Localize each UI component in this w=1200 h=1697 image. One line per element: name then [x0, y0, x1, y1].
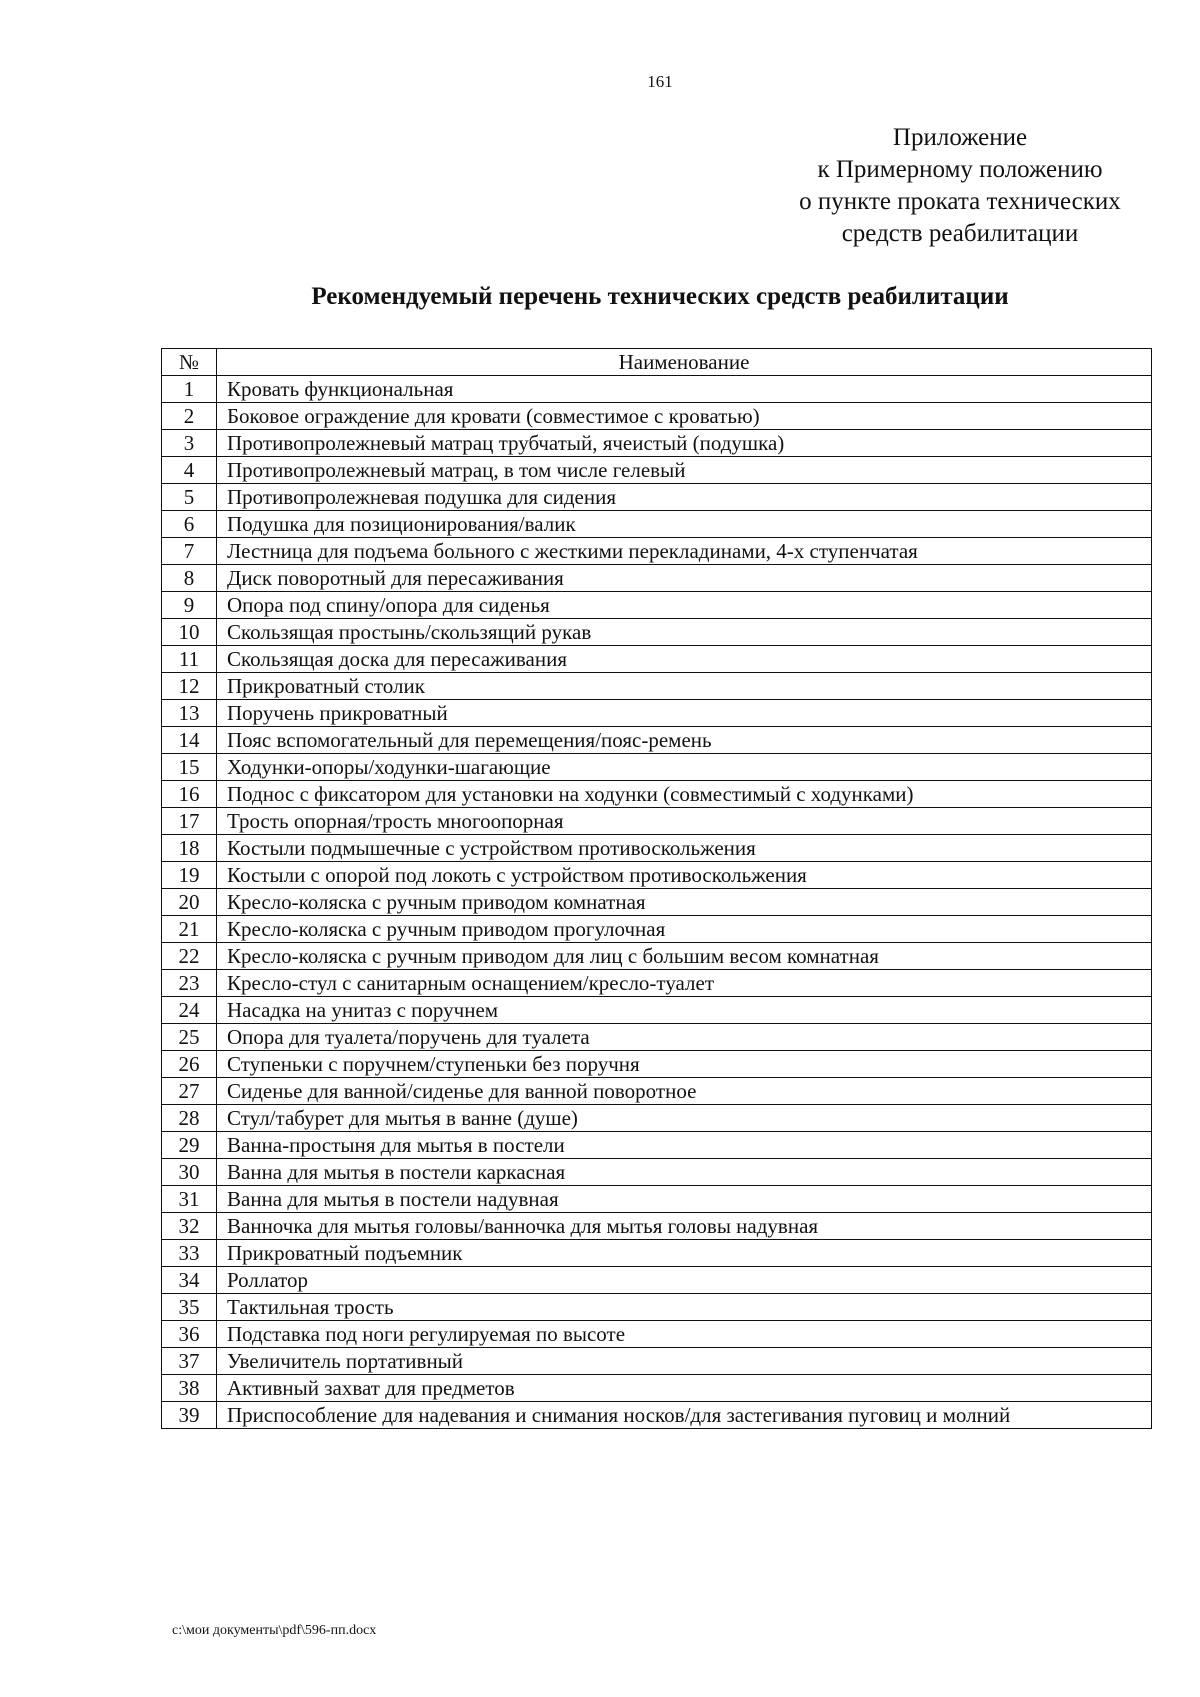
row-name: Кресло-стул с санитарным оснащением/кресло-туалет [217, 970, 1152, 997]
row-number: 15 [162, 754, 217, 781]
row-number: 31 [162, 1186, 217, 1213]
table-row [162, 1051, 1152, 1078]
row-name: Поднос с фиксатором для установки на ходунки (совместимый с ходунками) [217, 781, 1152, 808]
row-number: 34 [162, 1267, 217, 1294]
table-row [162, 997, 1152, 1024]
row-name: Роллатор [217, 1267, 1152, 1294]
table-row [162, 970, 1152, 997]
row-number: 25 [162, 1024, 217, 1051]
row-number: 18 [162, 835, 217, 862]
row-name: Скользящая простынь/скользящий рукав [217, 619, 1152, 646]
table-row [162, 430, 1152, 457]
row-name: Ванна для мытья в постели надувная [217, 1186, 1152, 1213]
row-number: 37 [162, 1348, 217, 1375]
row-name: Подставка под ноги регулируемая по высоте [217, 1321, 1152, 1348]
row-number: 5 [162, 484, 217, 511]
row-number: 2 [162, 403, 217, 430]
document-title: Рекомендуемый перечень технических средств реабилитации [311, 283, 1009, 310]
row-number: 11 [162, 646, 217, 673]
table-row [162, 943, 1152, 970]
row-number: 4 [162, 457, 217, 484]
row-number: 27 [162, 1078, 217, 1105]
row-name: Прикроватный подъемник [217, 1240, 1152, 1267]
table-row [162, 1294, 1152, 1321]
row-name: Ходунки-опоры/ходунки-шагающие [217, 754, 1152, 781]
row-number: 14 [162, 727, 217, 754]
row-number: 38 [162, 1375, 217, 1402]
row-number: 7 [162, 538, 217, 565]
table-row [162, 754, 1152, 781]
items-table [161, 348, 1152, 1429]
table-row [162, 1240, 1152, 1267]
table-row [162, 700, 1152, 727]
row-name: Кресло-коляска с ручным приводом комнатная [217, 889, 1152, 916]
row-number: 39 [162, 1402, 217, 1429]
table-row [162, 1132, 1152, 1159]
table-row [162, 511, 1152, 538]
row-number: 3 [162, 430, 217, 457]
appendix-line: о пункте проката технических [799, 188, 1121, 215]
row-name: Костыли подмышечные с устройством противоскольжения [217, 835, 1152, 862]
row-name: Опора под спину/опора для сиденья [217, 592, 1152, 619]
table-row [162, 1402, 1152, 1429]
row-name: Ванночка для мытья головы/ванночка для мытья головы надувная [217, 1213, 1152, 1240]
appendix-line: средств реабилитации [841, 220, 1079, 247]
row-number: 12 [162, 673, 217, 700]
table-row [162, 727, 1152, 754]
appendix-line: Приложение [892, 124, 1028, 151]
table-row [162, 808, 1152, 835]
row-number: 33 [162, 1240, 217, 1267]
row-name: Сиденье для ванной/сиденье для ванной поворотное [217, 1078, 1152, 1105]
row-number: 10 [162, 619, 217, 646]
table-row [162, 619, 1152, 646]
table-row [162, 1267, 1152, 1294]
table-header-row [162, 349, 1152, 376]
file-path-footer: c:\мои документы\pdf\596-пп.docx [172, 1623, 377, 1638]
row-name: Трость опорная/трость многоопорная [217, 808, 1152, 835]
row-number: 6 [162, 511, 217, 538]
table-row [162, 781, 1152, 808]
row-name: Кресло-коляска с ручным приводом прогулочная [217, 916, 1152, 943]
row-number: 13 [162, 700, 217, 727]
table-row [162, 538, 1152, 565]
row-name: Диск поворотный для пересаживания [217, 565, 1152, 592]
row-name: Костыли с опорой под локоть с устройством противоскольжения [217, 862, 1152, 889]
table-row [162, 1024, 1152, 1051]
row-number: 8 [162, 565, 217, 592]
table-row [162, 565, 1152, 592]
row-number: 9 [162, 592, 217, 619]
row-name: Активный захват для предметов [217, 1375, 1152, 1402]
table-row [162, 484, 1152, 511]
row-name: Подушка для позиционирования/валик [217, 511, 1152, 538]
row-number: 26 [162, 1051, 217, 1078]
row-number: 20 [162, 889, 217, 916]
row-number: 17 [162, 808, 217, 835]
table-row [162, 1159, 1152, 1186]
row-number: 35 [162, 1294, 217, 1321]
row-name: Приспособление для надевания и снимания носков/для застегивания пуговиц и молний [217, 1402, 1152, 1429]
table-row [162, 916, 1152, 943]
row-name: Поручень прикроватный [217, 700, 1152, 727]
row-name: Пояс вспомогательный для перемещения/пояс-ремень [217, 727, 1152, 754]
row-name: Лестница для подъема больного с жесткими перекладинами, 4-х ступенчатая [217, 538, 1152, 565]
row-number: 29 [162, 1132, 217, 1159]
row-name: Увеличитель портативный [217, 1348, 1152, 1375]
table-row [162, 646, 1152, 673]
row-name: Опора для туалета/поручень для туалета [217, 1024, 1152, 1051]
header-number: № [162, 349, 217, 376]
row-number: 28 [162, 1105, 217, 1132]
row-name: Противопролежневый матрац трубчатый, ячеистый (подушка) [217, 430, 1152, 457]
row-name: Тактильная трость [217, 1294, 1152, 1321]
row-name: Ступеньки с поручнем/ступеньки без поручня [217, 1051, 1152, 1078]
table-row [162, 592, 1152, 619]
row-name: Насадка на унитаз с поручнем [217, 997, 1152, 1024]
row-number: 21 [162, 916, 217, 943]
row-number: 23 [162, 970, 217, 997]
row-name: Прикроватный столик [217, 673, 1152, 700]
appendix-heading [760, 122, 1160, 250]
table-row [162, 862, 1152, 889]
row-name: Скользящая доска для пересаживания [217, 646, 1152, 673]
row-name: Ванна-простыня для мытья в постели [217, 1132, 1152, 1159]
table-row [162, 1321, 1152, 1348]
table-row [162, 1213, 1152, 1240]
row-number: 22 [162, 943, 217, 970]
table-row [162, 1348, 1152, 1375]
row-number: 36 [162, 1321, 217, 1348]
row-number: 24 [162, 997, 217, 1024]
table-body [162, 376, 1152, 1429]
row-number: 1 [162, 376, 217, 403]
table-row [162, 403, 1152, 430]
table-row [162, 376, 1152, 403]
row-name: Противопролежневая подушка для сидения [217, 484, 1152, 511]
row-number: 19 [162, 862, 217, 889]
row-name: Стул/табурет для мытья в ванне (душе) [217, 1105, 1152, 1132]
table-row [162, 1375, 1152, 1402]
header-name: Наименование [217, 349, 1152, 376]
row-name: Противопролежневый матрац, в том числе гелевый [217, 457, 1152, 484]
table-row [162, 457, 1152, 484]
table-row [162, 673, 1152, 700]
table-row [162, 1186, 1152, 1213]
table-row [162, 835, 1152, 862]
row-number: 32 [162, 1213, 217, 1240]
row-number: 16 [162, 781, 217, 808]
table-row [162, 1078, 1152, 1105]
appendix-line: к Примерному положению [817, 156, 1103, 183]
row-name: Боковое ограждение для кровати (совместимое с кроватью) [217, 403, 1152, 430]
table-row [162, 1105, 1152, 1132]
table-row [162, 889, 1152, 916]
row-name: Кресло-коляска с ручным приводом для лиц с большим весом комнатная [217, 943, 1152, 970]
row-name: Кровать функциональная [217, 376, 1152, 403]
page-number: 161 [647, 72, 673, 91]
row-number: 30 [162, 1159, 217, 1186]
row-name: Ванна для мытья в постели каркасная [217, 1159, 1152, 1186]
